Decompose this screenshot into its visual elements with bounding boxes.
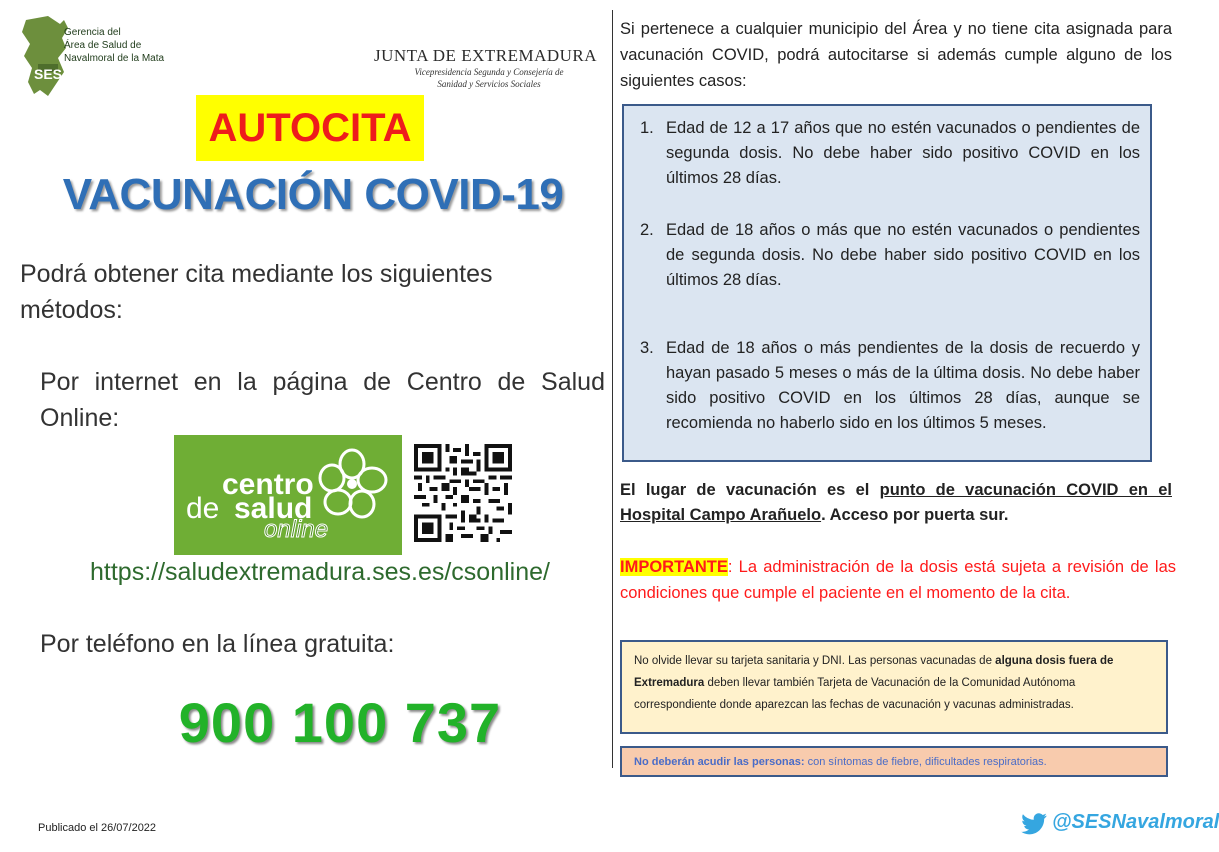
qr-code[interactable] (414, 444, 512, 542)
case-text: Edad de 12 a 17 años que no estén vacunados o pendientes de segunda dosis. No debe haber sido positivo COVID en los últimos 28 días. (666, 119, 1140, 187)
warning-label: No deberán acudir las personas: (634, 756, 805, 768)
case-number: 3. (640, 339, 654, 357)
warning-text: con síntomas de fiebre, dificultades respiratorias. (804, 756, 1047, 768)
case-item (640, 336, 1140, 436)
column-divider (612, 10, 613, 768)
cso-logo-text-2b: salud (234, 492, 313, 525)
note-text-b: alguna dosis fuera de Extremadura (634, 655, 1114, 689)
important-text: : La administración de la dosis está sujeta a revisión de las condiciones que cumple el paciente en el momento de la cita. (620, 558, 1176, 602)
junta-logo (374, 46, 604, 90)
case-item (640, 116, 1140, 191)
symptoms-warning (620, 746, 1168, 777)
location-post: . Acceso por puerta sur. (821, 506, 1009, 524)
eligibility-cases-box (622, 104, 1152, 462)
case-text: Edad de 18 años o más que no estén vacunados o pendientes de segunda dosis. No debe haber sido positivo COVID en los últimos 28 días. (666, 221, 1140, 289)
phone-method-text: Por teléfono en la línea gratuita: (40, 630, 395, 658)
case-number: 1. (640, 119, 654, 137)
cso-logo-text-2a: de (186, 492, 220, 525)
junta-subtitle-2: Sanidad y Servicios Sociales (437, 79, 541, 89)
ses-org-line: Navalmoral de la Mata (64, 53, 165, 64)
case-item (640, 218, 1140, 293)
junta-subtitle-1: Vicepresidencia Segunda y Consejería de (414, 67, 564, 77)
case-number: 2. (640, 221, 654, 239)
flower-icon (316, 448, 388, 520)
note-text-a: No olvide llevar su tarjeta sanitaria y DNI. Las personas vacunadas de (634, 655, 996, 667)
note-text-c: deben llevar también Tarjeta de Vacunación de la Comunidad Autónoma correspondiente donde aparezcan las fechas de vacunación y vacunas administradas. (634, 677, 1076, 711)
internet-method-text: Por internet en la página de Centro de Salud Online: (40, 368, 605, 432)
methods-intro: Podrá obtener cita mediante los siguientes métodos: (20, 260, 493, 324)
ses-org-name (64, 26, 164, 65)
csonline-url[interactable]: https://saludextremadura.ses.es/csonline/ (90, 558, 550, 586)
important-notice (620, 554, 1176, 606)
eligibility-intro: Si pertenece a cualquier municipio del Área y no tiene cita asignada para vacunación COVID, podrá autocitarse si además cumple alguno de los siguientes casos: (620, 20, 1172, 90)
twitter-icon[interactable] (1020, 812, 1048, 838)
ses-org-line: Gerencia del (64, 27, 121, 38)
cso-logo-text-3: online (264, 516, 329, 543)
documents-note (620, 640, 1168, 734)
page-title: VACUNACIÓN COVID-19 (62, 170, 564, 219)
location-link: punto de vacunación COVID en el Hospital Campo Arañuelo (620, 481, 1172, 524)
cso-logo-text-1: centro (222, 468, 314, 501)
phone-number[interactable]: 900 100 737 (178, 691, 502, 754)
vaccination-location (620, 478, 1172, 528)
case-text: Edad de 18 años o más pendientes de la dosis de recuerdo y hayan pasado 5 meses o más de la última dosis. No debe haber sido positivo COVID en los últimos 28 días, aunque se recomienda no haberlo sido en los últimos 5 meses. (666, 339, 1140, 432)
important-label: IMPORTANTE (620, 558, 728, 576)
junta-title: JUNTA DE EXTREMADURA (374, 46, 598, 65)
autocita-heading: AUTOCITA (196, 95, 424, 161)
twitter-handle[interactable]: @SESNavalmoral (1052, 811, 1219, 833)
location-pre: El lugar de vacunación es el (620, 481, 880, 499)
published-date: Publicado el 26/07/2022 (38, 822, 157, 834)
ses-badge: SES (34, 66, 63, 82)
ses-org-line: Área de Salud de (64, 40, 142, 51)
